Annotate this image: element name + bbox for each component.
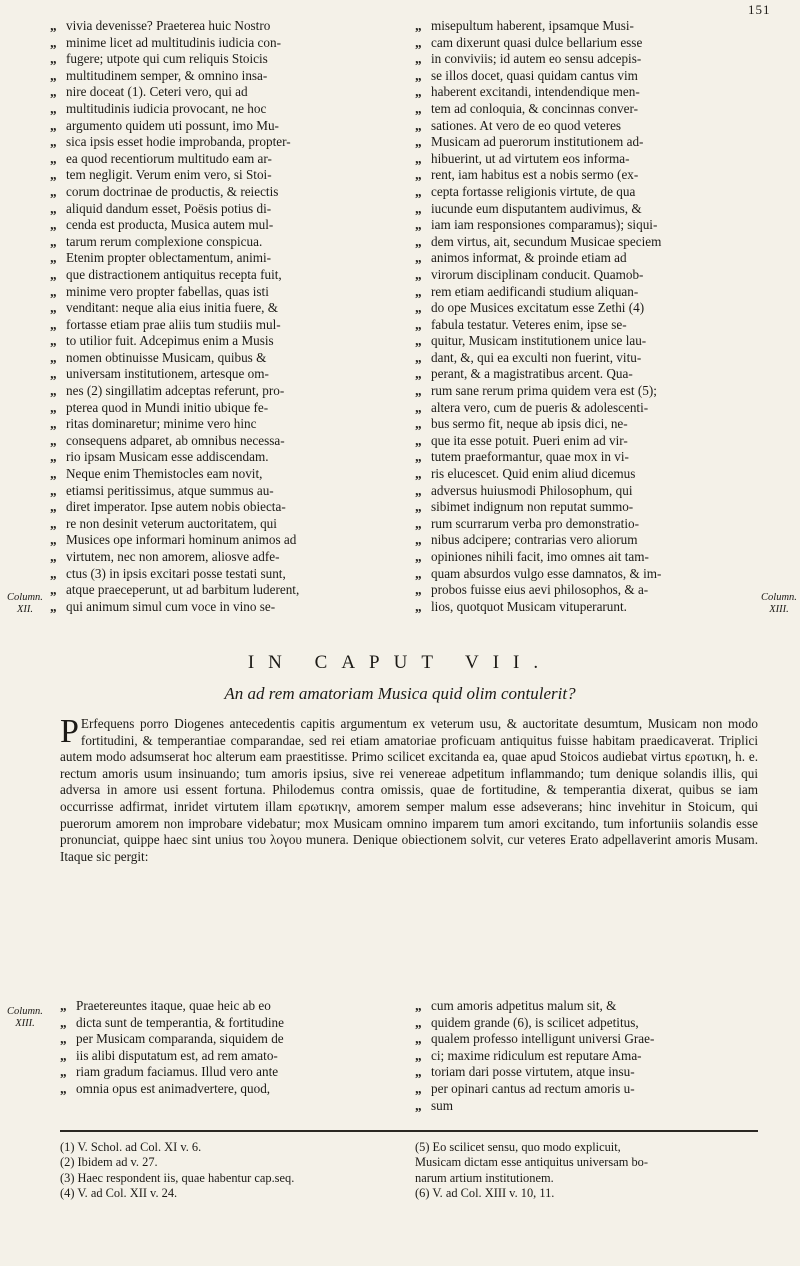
line-text: probos fuisse eius aevi philosophos, & a-	[431, 582, 649, 598]
line-text: sum	[431, 1097, 453, 1113]
left-column	[50, 18, 395, 615]
left-column-line	[50, 84, 395, 101]
quote-mark: „	[415, 134, 422, 150]
line-text: altera vero, cum de pueris & adolescenti-	[431, 399, 649, 415]
chapter-heading: IN CAPUT VII.	[247, 652, 553, 673]
bottom-left-line	[60, 1048, 390, 1065]
left-column-line	[50, 449, 395, 466]
quote-mark: „	[50, 117, 57, 133]
quote-mark: „	[50, 316, 57, 332]
margin-note-column-xiii-left: Column. XIII.	[7, 1006, 43, 1029]
quote-mark: „	[50, 34, 57, 50]
quote-mark: „	[415, 1097, 422, 1113]
right-column-line	[415, 449, 760, 466]
quote-mark: „	[50, 598, 57, 614]
left-column-line	[50, 284, 395, 301]
line-text: do ope Musices excitatum esse Zethi (4)	[431, 300, 645, 316]
quote-mark: „	[415, 283, 422, 299]
quote-mark: „	[50, 134, 57, 150]
quote-mark: „	[60, 1031, 67, 1047]
quote-mark: „	[415, 67, 422, 83]
line-text: cum amoris adpetitus malum sit, &	[431, 998, 617, 1013]
bottom-left-line	[60, 1081, 390, 1098]
left-column-line	[50, 549, 395, 566]
quote-mark: „	[50, 67, 57, 83]
quote-mark: „	[50, 283, 57, 299]
quote-mark: „	[415, 250, 422, 266]
footnote-line: (5) Eo scilicet sensu, quo modo explicuit,	[415, 1140, 621, 1154]
line-text: ritas dominaretur; minime vero hinc	[66, 416, 257, 432]
line-text: corum doctrinae de productis, & reiectis	[66, 183, 279, 199]
quote-mark: „	[60, 1047, 67, 1063]
line-text: rio ipsam Musicam esse addiscendam.	[66, 449, 269, 465]
quote-mark: „	[415, 598, 422, 614]
left-column-line	[50, 582, 395, 599]
line-text: cenda est producta, Musica autem mul-	[66, 217, 274, 233]
line-text: universam institutionem, artesque om-	[66, 366, 269, 382]
right-column-line	[415, 383, 760, 400]
quote-mark: „	[415, 399, 422, 415]
quote-mark: „	[415, 1047, 422, 1063]
quote-mark: „	[415, 532, 422, 548]
left-column-line	[50, 433, 395, 450]
line-text: perant, & a magistratibus arcent. Qua-	[431, 366, 633, 382]
left-column-line	[50, 333, 395, 350]
right-column-line	[415, 118, 760, 135]
quote-mark: „	[415, 549, 422, 564]
quote-mark: „	[415, 34, 422, 50]
quote-mark: „	[415, 100, 422, 116]
line-text: in conviviis; id autem eo sensu adcepis-	[431, 51, 642, 67]
right-column-line	[415, 499, 760, 516]
quote-mark: „	[415, 1014, 422, 1030]
left-column-line	[50, 350, 395, 367]
quote-mark: „	[415, 998, 422, 1013]
quote-mark: „	[415, 1064, 422, 1080]
bottom-right-line	[415, 1031, 760, 1048]
line-text: dem virtus, ait, secundum Musicae speciem	[431, 233, 662, 249]
quote-mark: „	[415, 383, 422, 399]
quote-mark: „	[60, 1064, 67, 1080]
quote-mark: „	[50, 300, 57, 316]
line-text: virorum disciplinam conducit. Quamob-	[431, 266, 644, 282]
left-column-line	[50, 101, 395, 118]
line-text: ctus (3) in ipsis excitari posse testati sunt,	[66, 565, 286, 581]
right-column-line	[415, 433, 760, 450]
quote-mark: „	[50, 366, 57, 382]
quote-mark: „	[50, 499, 57, 515]
quote-mark: „	[415, 84, 422, 100]
right-column-line	[415, 217, 760, 234]
left-column-line	[50, 317, 395, 334]
line-text: quam absurdos vulgo esse damnatos, & im-	[431, 565, 662, 581]
line-text: dicta sunt de temperantia, & fortitudine	[76, 1014, 285, 1030]
quote-mark: „	[415, 432, 422, 448]
line-text: adversus huiusmodi Philosophum, qui	[431, 482, 633, 498]
quote-mark: „	[50, 532, 57, 548]
footnote-line: (6) V. ad Col. XIII v. 10, 11.	[415, 1186, 555, 1201]
left-column-line	[50, 516, 395, 533]
line-text: nomen obtinuisse Musicam, quibus &	[66, 349, 267, 365]
right-column-line	[415, 167, 760, 184]
footnote-line: (3) Haec respondent iis, quae habentur cap.seq.	[60, 1170, 295, 1185]
line-text: qualem professo intelligunt universi Grae-	[431, 1031, 655, 1047]
bottom-left-line	[60, 1064, 390, 1081]
quote-mark: „	[60, 1014, 67, 1030]
quote-mark: „	[50, 565, 57, 581]
left-column-line	[50, 300, 395, 317]
quote-mark: „	[50, 416, 57, 432]
line-text: Musices ope informari hominum animos ad	[66, 532, 297, 548]
footnote-line: (4) V. ad Col. XII v. 24.	[60, 1186, 178, 1201]
right-column-line	[415, 18, 760, 35]
quote-mark: „	[50, 51, 57, 67]
line-text: rent, iam habitus est a nobis sermo (ex-	[431, 167, 639, 183]
line-text: multitudinem semper, & omnino insa-	[66, 67, 268, 83]
line-text: iis alibi disputatum est, ad rem amato-	[76, 1047, 278, 1063]
page-number: 151	[748, 2, 771, 17]
footnote-divider	[60, 1130, 758, 1132]
left-column-line	[50, 201, 395, 218]
line-text: tem negligit. Verum enim vero, si Stoi-	[66, 167, 272, 183]
footnotes-left	[60, 1140, 400, 1202]
right-column-line	[415, 250, 760, 267]
quote-mark: „	[50, 250, 57, 266]
bottom-left-line	[60, 1015, 390, 1032]
left-column-line	[50, 18, 395, 35]
left-column-line	[50, 383, 395, 400]
left-column-line	[50, 250, 395, 267]
line-text: nibus adcipere; contrarias vero aliorum	[431, 532, 638, 548]
quote-mark: „	[415, 266, 422, 282]
line-text: rem etiam aedificandi studium aliquan-	[431, 283, 639, 299]
line-text: virtutem, nec non amorem, aliosve adfe-	[66, 549, 280, 564]
line-text: per Musicam comparanda, siquidem de	[76, 1031, 284, 1047]
line-text: nire doceat (1). Ceteri vero, qui ad	[66, 84, 248, 100]
quote-mark: „	[415, 333, 422, 349]
right-column-line	[415, 416, 760, 433]
quote-mark: „	[415, 416, 422, 432]
line-text: sibimet indignum non reputat summo-	[431, 499, 634, 515]
line-text: rum sane rerum prima quidem vera est (5);	[431, 383, 657, 399]
line-text: Etenim propter oblectamentum, animi-	[66, 250, 272, 266]
right-column-line	[415, 366, 760, 383]
line-text: minime vero propter fabellas, quas isti	[66, 283, 269, 299]
line-text: cam dixerunt quasi dulce bellarium esse	[431, 34, 643, 50]
quote-mark: „	[60, 1080, 67, 1096]
right-column-line	[415, 549, 760, 566]
left-column-line	[50, 118, 395, 135]
line-text: fabula testatur. Veteres enim, ipse se-	[431, 316, 627, 332]
line-text: iam iam responsiones comparamus); siqui-	[431, 217, 658, 233]
line-text: opiniones nihili facit, imo omnes ait tam-	[431, 549, 649, 564]
left-column-line	[50, 51, 395, 68]
bottom-left-line	[60, 998, 390, 1015]
footnote-line: (1) V. Schol. ad Col. XI v. 6.	[60, 1140, 202, 1154]
quote-mark: „	[415, 449, 422, 465]
right-column-line	[415, 532, 760, 549]
quote-mark: „	[50, 167, 57, 183]
left-column-line	[50, 184, 395, 201]
line-text: etiamsi peritissimus, atque summus au-	[66, 482, 274, 498]
bottom-right-line	[415, 998, 760, 1015]
left-column-line	[50, 234, 395, 251]
bottom-right-column	[415, 998, 760, 1114]
right-column-line	[415, 134, 760, 151]
right-column-line	[415, 84, 760, 101]
line-text: ea quod recentiorum multitudo eam ar-	[66, 150, 272, 166]
right-column-line	[415, 599, 760, 616]
right-column-line	[415, 300, 760, 317]
quote-mark: „	[415, 349, 422, 365]
line-text: aliquid dandum esset, Poësis potius di-	[66, 200, 272, 216]
line-text: cepta fortasse religionis virtute, de qua	[431, 183, 636, 199]
drop-cap: P	[60, 713, 79, 750]
line-text: consequens adparet, ab omnibus necessa-	[66, 432, 285, 448]
line-text: venditant: neque alia eius initia fuere, &	[66, 300, 279, 316]
paragraph-text: Erfequens porro Diogenes antecedentis capitis argumentum ex veterum usu, & auctoritate desumtum, Musicam non modo fortitudini, & temperantiae comparandae, sed rei etiam amatoriae proficuam antiquitus fuisse habitam praedicaverat. Triplici autem modo adsumserat hoc alterum eam praestitisse. Primo scilicet excitanda ea, quae apud Stoicos audiebat virtus ερωτικη, h. e. rectum amoris usum insinuando; tum amoris ipsius, sive rei venereae adpetitum inflammando; tum denique solandis illis, qui adversa in amore usi essent fortuna. Philodemus contra omissis, quae de fortitudine, & temperantia dixerat, quibus se iam occurrisse adfirmat, inridet virtutem illam ερωτικην, amorem semper malum esse adseverans; hinc invehitur in Stoicum, qui puerorum amorem non improbare videbatur; mox Musicam omnino imparem tum amori excitando, tum infortuniis solandis esse pronunciat, quippe haec sint unius του λογου munera. Denique obiectionem solvit, cur veteres Erato adpellaverint amoris Musam. Itaque sic pergit:	[60, 716, 758, 864]
quote-mark: „	[50, 582, 57, 598]
line-text: diret imperator. Ipse autem nobis obiecta-	[66, 499, 286, 515]
line-text: tarum rerum complexione conspicua.	[66, 233, 263, 249]
quote-mark: „	[415, 499, 422, 515]
quote-mark: „	[50, 466, 57, 482]
line-text: quitur, Musicam institutionem unice lau-	[431, 333, 647, 349]
chapter-subtitle: An ad rem amatoriam Musica quid olim contulerit?	[224, 684, 576, 703]
quote-mark: „	[50, 150, 57, 166]
right-column-line	[415, 68, 760, 85]
chapter-paragraph	[60, 713, 758, 865]
quote-mark: „	[50, 432, 57, 448]
footnotes-right	[415, 1140, 760, 1202]
bottom-right-line	[415, 1064, 760, 1081]
line-text: argumento quidem uti possunt, imo Mu-	[66, 117, 279, 133]
left-column-line	[50, 532, 395, 549]
left-column-line	[50, 366, 395, 383]
quote-mark: „	[50, 515, 57, 531]
line-text: minime licet ad multitudinis iudicia con-	[66, 34, 281, 50]
line-text: haberent excitandi, intendendique men-	[431, 84, 640, 100]
left-column-line	[50, 267, 395, 284]
quote-mark: „	[50, 100, 57, 116]
quote-mark: „	[415, 217, 422, 233]
left-column-line	[50, 134, 395, 151]
quote-mark: „	[60, 998, 67, 1013]
line-text: sica ipsis esset hodie improbanda, propter-	[66, 134, 291, 150]
quote-mark: „	[50, 333, 57, 349]
left-column-line	[50, 400, 395, 417]
right-column-line	[415, 184, 760, 201]
quote-mark: „	[50, 449, 57, 465]
left-column-line	[50, 35, 395, 52]
left-column-line	[50, 68, 395, 85]
line-text: misepultum haberent, ipsamque Musi-	[431, 18, 634, 33]
bottom-right-line	[415, 1081, 760, 1098]
line-text: Neque enim Themistocles eam novit,	[66, 466, 263, 482]
quote-mark: „	[415, 233, 422, 249]
line-text: nes (2) singillatim adceptas referunt, pro-	[66, 383, 285, 399]
right-column	[415, 18, 760, 615]
quote-mark: „	[50, 84, 57, 100]
left-column-line	[50, 167, 395, 184]
quote-mark: „	[415, 150, 422, 166]
left-column-line	[50, 217, 395, 234]
right-column-line	[415, 466, 760, 483]
quote-mark: „	[415, 51, 422, 67]
right-column-line	[415, 333, 760, 350]
quote-mark: „	[50, 549, 57, 564]
left-column-line	[50, 483, 395, 500]
quote-mark: „	[50, 399, 57, 415]
line-text: lios, quotquot Musicam vituperarunt.	[431, 598, 627, 614]
right-column-line	[415, 234, 760, 251]
quote-mark: „	[415, 316, 422, 332]
footnote-line: (2) Ibidem ad v. 27.	[60, 1155, 158, 1170]
line-text: rum scurrarum verba pro demonstratio-	[431, 515, 639, 531]
quote-mark: „	[50, 200, 57, 216]
quote-mark: „	[415, 482, 422, 498]
quote-mark: „	[50, 266, 57, 282]
line-text: quidem grande (6), is scilicet adpetitus,	[431, 1014, 639, 1030]
right-column-line	[415, 483, 760, 500]
left-column-line	[50, 466, 395, 483]
line-text: se illos docet, quasi quidam cantus vim	[431, 67, 638, 83]
quote-mark: „	[50, 482, 57, 498]
line-text: omnia opus est animadvertere, quod,	[76, 1080, 271, 1096]
line-text: Musicam ad puerorum institutionem ad-	[431, 134, 644, 150]
right-column-line	[415, 566, 760, 583]
quote-mark: „	[415, 515, 422, 531]
left-column-line	[50, 566, 395, 583]
line-text: atque praeceperunt, ut ad barbitum luderent,	[66, 582, 300, 598]
line-text: ris elucescet. Quid enim aliud dicemus	[431, 466, 636, 482]
bottom-right-line	[415, 1015, 760, 1032]
line-text: animos informat, & proinde etiam ad	[431, 250, 627, 266]
line-text: ci; maxime ridiculum est reputare Ama-	[431, 1047, 642, 1063]
right-column-line	[415, 35, 760, 52]
right-column-line	[415, 350, 760, 367]
right-column-line	[415, 201, 760, 218]
left-column-line	[50, 499, 395, 516]
quote-mark: „	[415, 18, 422, 33]
quote-mark: „	[415, 167, 422, 183]
right-column-line	[415, 582, 760, 599]
quote-mark: „	[415, 366, 422, 382]
right-column-line	[415, 101, 760, 118]
line-text: sationes. At vero de eo quod veteres	[431, 117, 622, 133]
quote-mark: „	[50, 349, 57, 365]
quote-mark: „	[415, 582, 422, 598]
quote-mark: „	[415, 117, 422, 133]
line-text: re non desinit veterum auctoritatem, qui	[66, 515, 277, 531]
line-text: tem ad conloquia, & concinnas conver-	[431, 100, 639, 116]
quote-mark: „	[415, 200, 422, 216]
right-column-line	[415, 151, 760, 168]
quote-mark: „	[50, 183, 57, 199]
footnote-line: Musicam dictam esse antiquitus universam bo-	[415, 1155, 648, 1170]
right-column-line	[415, 284, 760, 301]
quote-mark: „	[50, 233, 57, 249]
line-text: riam gradum faciamus. Illud vero ante	[76, 1064, 279, 1080]
line-text: to utilior fuit. Adcepimus enim a Musis	[66, 333, 274, 349]
line-text: bus sermo fit, neque ab ipsis dici, ne-	[431, 416, 628, 432]
right-column-line	[415, 516, 760, 533]
quote-mark: „	[50, 18, 57, 33]
quote-mark: „	[415, 183, 422, 199]
left-column-line	[50, 151, 395, 168]
line-text: que ita esse potuit. Pueri enim ad vir-	[431, 432, 628, 448]
quote-mark: „	[415, 466, 422, 482]
quote-mark: „	[415, 565, 422, 581]
line-text: per opinari cantus ad rectum amoris u-	[431, 1080, 635, 1096]
line-text: toriam dari posse virtutem, atque insu-	[431, 1064, 635, 1080]
left-column-line	[50, 416, 395, 433]
right-column-line	[415, 317, 760, 334]
quote-mark: „	[415, 1080, 422, 1096]
left-column-line	[50, 599, 395, 616]
line-text: vivia devenisse? Praeterea huic Nostro	[66, 18, 271, 33]
line-text: dant, &, qui ea exculti non fuerint, vitu-	[431, 349, 642, 365]
line-text: fugere; utpote qui cum reliquis Stoicis	[66, 51, 268, 67]
line-text: pterea quod in Mundi initio ubique fe-	[66, 399, 269, 415]
bottom-right-line	[415, 1098, 760, 1115]
right-column-line	[415, 400, 760, 417]
quote-mark: „	[50, 383, 57, 399]
margin-note-column-xiii-right: Column. XIII.	[761, 592, 797, 615]
right-column-line	[415, 267, 760, 284]
bottom-right-line	[415, 1048, 760, 1065]
line-text: iucunde eum disputantem audivimus, &	[431, 200, 642, 216]
line-text: Praetereuntes itaque, quae heic ab eo	[76, 998, 271, 1013]
bottom-left-column	[60, 998, 390, 1098]
line-text: fortasse etiam prae aliis tum studiis mul-	[66, 316, 281, 332]
margin-note-column-xii: Column. XII.	[7, 592, 43, 615]
line-text: tutem praeformantur, quae mox in vi-	[431, 449, 629, 465]
line-text: que distractionem antiquitus recepta fuit,	[66, 266, 282, 282]
footnote-line: narum artium institutionem.	[415, 1170, 554, 1185]
quote-mark: „	[415, 300, 422, 316]
line-text: multitudinis iudicia provocant, ne hoc	[66, 100, 267, 116]
right-column-line	[415, 51, 760, 68]
line-text: hibuerint, ut ad virtutem eos informa-	[431, 150, 630, 166]
quote-mark: „	[415, 1031, 422, 1047]
quote-mark: „	[50, 217, 57, 233]
line-text: qui animum simul cum voce in vino se-	[66, 598, 276, 614]
bottom-left-line	[60, 1031, 390, 1048]
